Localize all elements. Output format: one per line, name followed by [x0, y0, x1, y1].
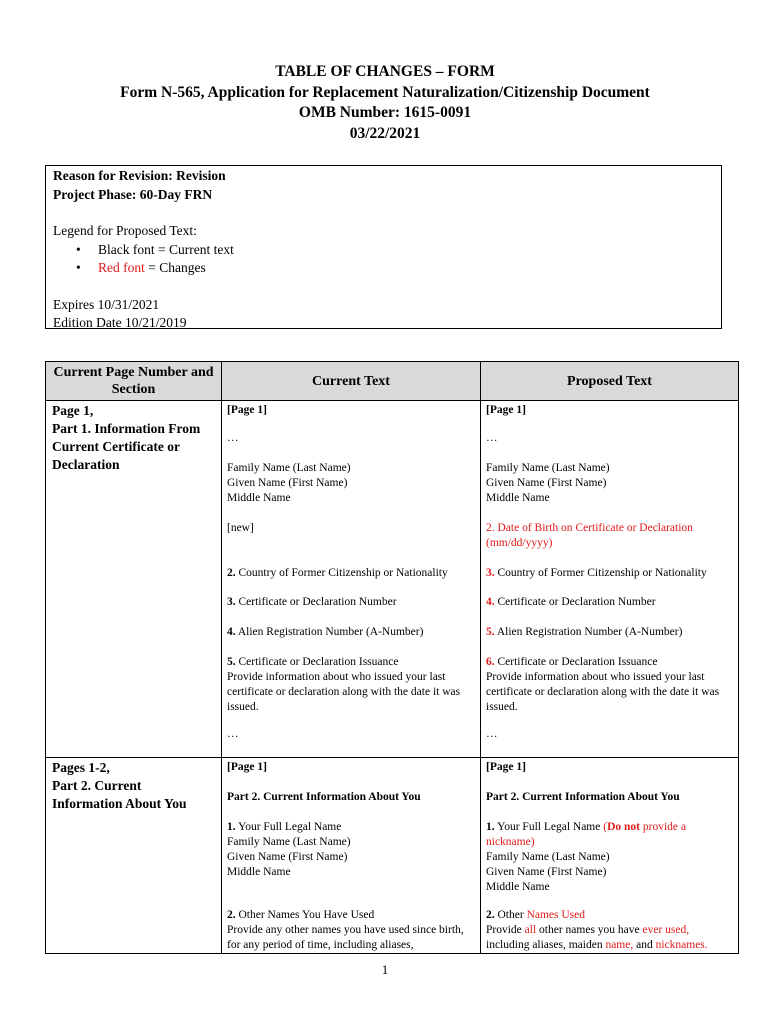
- given-name-field: Given Name (First Name): [486, 477, 607, 489]
- item-label: Certificate or Declaration Number: [235, 596, 397, 608]
- page-number: 1: [381, 962, 389, 977]
- item-date-of-birth: 2. Date of Birth on Certificate or Declaration (mm/dd/yyyy): [486, 522, 693, 549]
- item-number: 5.: [227, 656, 236, 668]
- proposed-page-ref: [Page 1]: [486, 404, 526, 416]
- revision-info-box: [45, 165, 722, 329]
- name-fields: [227, 461, 351, 506]
- table-row: [46, 758, 739, 954]
- current-page-ref: [Page 1]: [227, 761, 267, 773]
- item-label: Country of Former Citizenship or Nationality: [235, 567, 448, 579]
- item-a-number: [486, 625, 682, 640]
- col-header-section: Current Page Number and Section: [46, 362, 222, 401]
- ellipsis: …: [486, 432, 498, 444]
- section-page: Pages 1-2,: [52, 760, 110, 775]
- item-label: Certificate or Declaration Number: [494, 596, 656, 608]
- edition-date: Edition Date 10/21/2019: [53, 315, 187, 330]
- item-number: 6.: [486, 656, 495, 668]
- item-description: Provide information about who issued your last certificate or declaration along with the date it was issued.: [227, 671, 461, 713]
- proposed-text-cell: [481, 401, 739, 758]
- item-label: Your Full Legal Name: [494, 821, 604, 833]
- item-number: 1.: [227, 821, 236, 833]
- item-number: 4.: [227, 626, 236, 638]
- item-description: Provide any other names you have used since birth, for any period of time, including aliases,: [227, 924, 464, 951]
- document-header: [0, 62, 770, 144]
- family-name-field: Family Name (Last Name): [227, 462, 351, 474]
- item-full-legal-name: [486, 820, 733, 895]
- nickname-note: (Do not provide a nickname): [486, 821, 686, 848]
- item-other-names: 2. Other Names Used Provide all other names you have ever used, including aliases, maiden name, and nicknames.: [486, 909, 708, 951]
- legend-black-item: • Black font = Current text: [98, 241, 714, 260]
- legend-list: [53, 241, 714, 278]
- current-page-ref: [Page 1]: [227, 404, 267, 416]
- omb-number: OMB Number: 1615-0091: [298, 104, 472, 121]
- item-issuance: [486, 655, 733, 715]
- doc-date: 03/22/2021: [349, 124, 421, 142]
- item-cert-number: [486, 595, 656, 610]
- legend-red-label: Red font: [98, 260, 145, 275]
- item-label: Country of Former Citizenship or Nationality: [494, 567, 707, 579]
- item-number: 5.: [486, 626, 495, 638]
- given-name-field: Given Name (First Name): [486, 866, 607, 878]
- col-header-proposed: Proposed Text: [481, 362, 739, 401]
- given-name-field: Given Name (First Name): [227, 477, 348, 489]
- middle-name-field: Middle Name: [227, 492, 291, 504]
- section-page: Page 1,: [52, 403, 94, 418]
- proposed-page-ref: [Page 1]: [486, 761, 526, 773]
- item-label: Alien Registration Number (A-Number): [494, 626, 683, 638]
- item-number: 2.: [227, 909, 236, 921]
- ellipsis: …: [486, 728, 498, 740]
- section-cell: [46, 758, 222, 954]
- col-header-current: Current Text: [222, 362, 481, 401]
- item-number: 3.: [486, 567, 495, 579]
- family-name-field: Family Name (Last Name): [486, 851, 610, 863]
- item-number: 4.: [486, 596, 495, 608]
- item-issuance: [227, 655, 475, 715]
- item-number: 1.: [486, 821, 495, 833]
- item-label: Certificate or Declaration Issuance: [235, 656, 399, 668]
- legend-title: Legend for Proposed Text:: [53, 223, 197, 238]
- section-title: Part 1. Information From Current Certificate or Declaration: [52, 421, 201, 472]
- table-row: [46, 401, 739, 758]
- middle-name-field: Middle Name: [486, 881, 550, 893]
- item-country: [486, 566, 707, 581]
- item-number: 2.: [227, 567, 236, 579]
- current-text-cell: [222, 401, 481, 758]
- given-name-field: Given Name (First Name): [227, 851, 348, 863]
- table-header-row: [46, 362, 739, 401]
- item-number: 3.: [227, 596, 236, 608]
- ellipsis: …: [227, 728, 239, 740]
- section-cell: [46, 401, 222, 758]
- proposed-text-cell: [481, 758, 739, 954]
- changes-table: [45, 361, 739, 954]
- item-full-legal-name: [227, 820, 351, 880]
- doc-title: TABLE OF CHANGES – FORM: [275, 63, 495, 80]
- item-other-names: [227, 908, 475, 953]
- name-fields: [486, 461, 610, 506]
- item-label: Your Full Legal Name: [235, 821, 342, 833]
- item-country: [227, 566, 448, 581]
- middle-name-field: Middle Name: [227, 866, 291, 878]
- item-label: Certificate or Declaration Issuance: [494, 656, 658, 668]
- item-label: Other Names You Have Used: [235, 909, 375, 921]
- project-phase: Project Phase: 60-Day FRN: [53, 186, 213, 202]
- middle-name-field: Middle Name: [486, 492, 550, 504]
- item-a-number: [227, 625, 423, 640]
- part-title: Part 2. Current Information About You: [227, 791, 421, 803]
- ellipsis: …: [227, 432, 239, 444]
- reason-for-revision: Reason for Revision: Revision: [53, 168, 226, 183]
- family-name-field: Family Name (Last Name): [486, 462, 610, 474]
- legend-red-desc: = Changes: [144, 260, 206, 275]
- expires-date: Expires 10/31/2021: [53, 296, 160, 312]
- current-text-cell: [222, 758, 481, 954]
- legend-red-item: [98, 259, 714, 278]
- section-title: Part 2. Current Information About You: [52, 778, 187, 811]
- part-title: Part 2. Current Information About You: [486, 791, 680, 803]
- item-label: Alien Registration Number (A-Number): [235, 626, 424, 638]
- family-name-field: Family Name (Last Name): [227, 836, 351, 848]
- new-marker: [new]: [227, 522, 254, 534]
- item-cert-number: [227, 595, 397, 610]
- form-title: Form N-565, Application for Replacement Naturalization/Citizenship Document: [120, 83, 650, 101]
- item-number: 2.: [486, 909, 495, 921]
- item-description: Provide information about who issued your last certificate or declaration along with the date it was issued.: [486, 671, 720, 713]
